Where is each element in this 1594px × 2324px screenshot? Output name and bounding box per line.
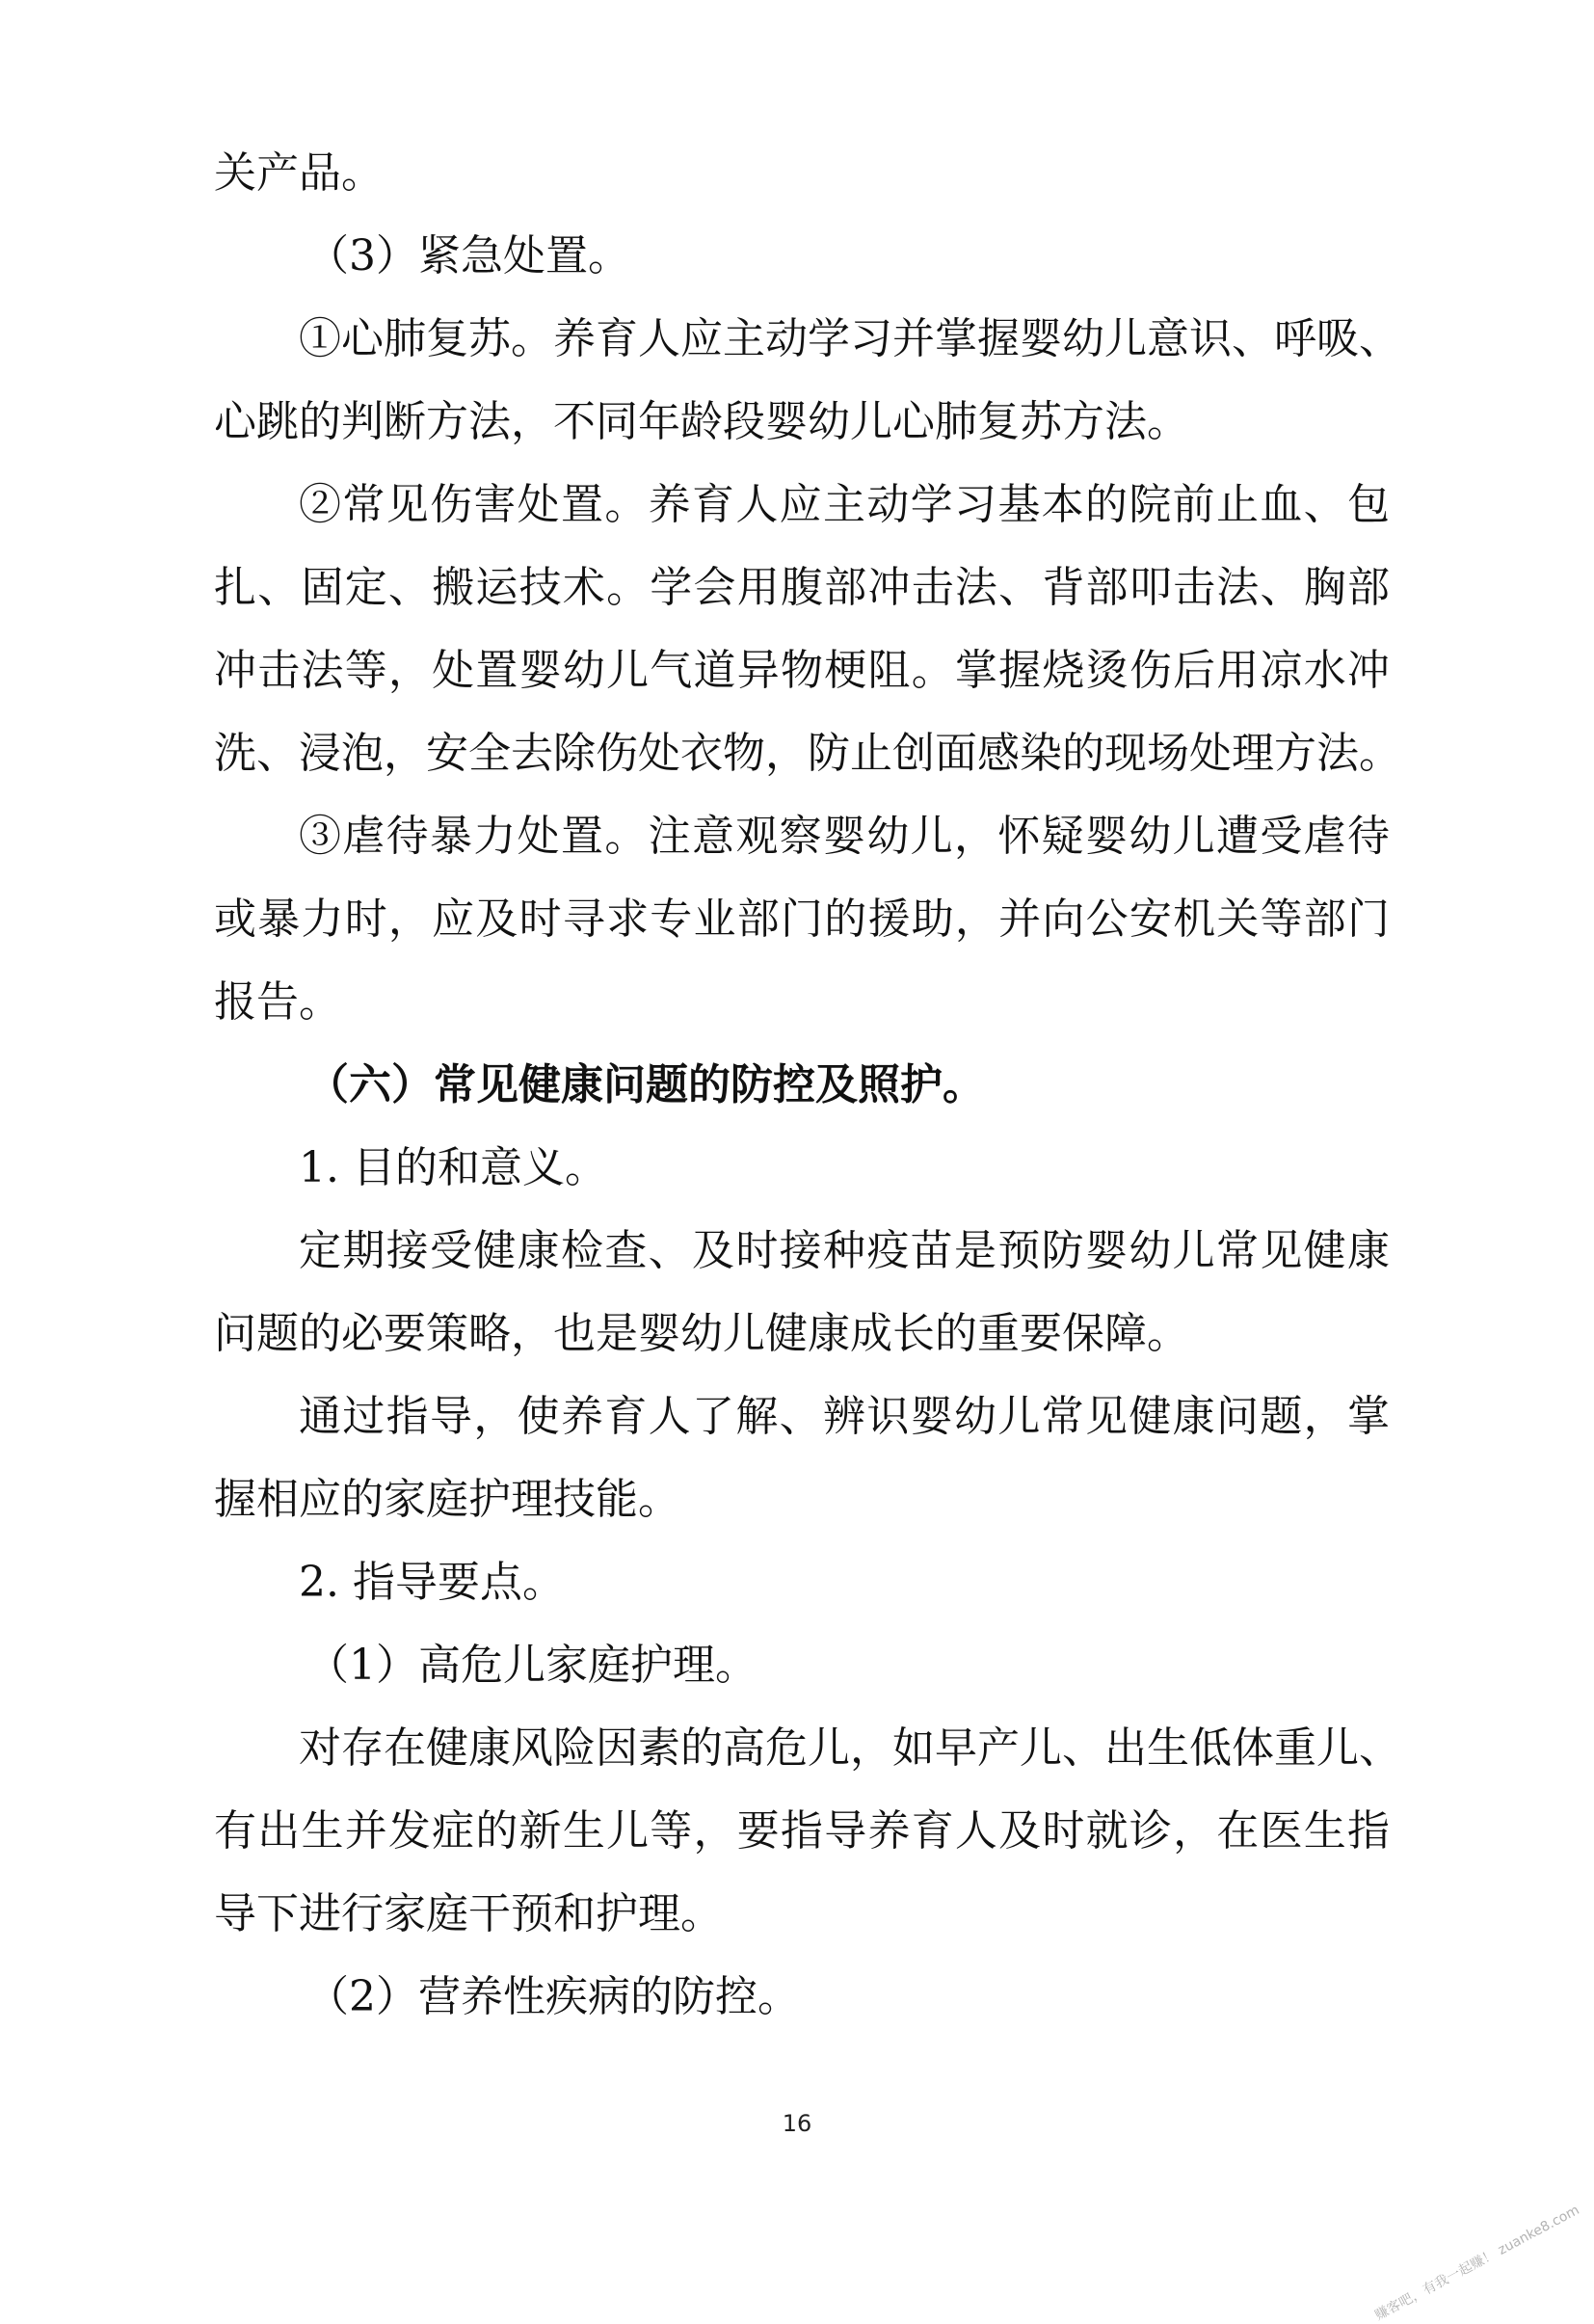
body-line-7: 冲击法等，处置婴幼儿气道异物梗阻。掌握烧烫伤后用凉水冲 xyxy=(214,646,1390,695)
watermark-text: 赚客吧，有我一起赚！ zuanke8.com xyxy=(1372,2202,1582,2324)
body-line-3: ①心肺复苏。养育人应主动学习并掌握婴幼儿意识、呼吸、 xyxy=(299,314,1401,363)
page-number: 16 xyxy=(782,2110,812,2137)
body-line-9: ③虐待暴力处置。注意观察婴幼儿，怀疑婴幼儿遭受虐待 xyxy=(299,812,1390,861)
body-line-16: 通过指导，使养育人了解、辨识婴幼儿常见健康问题，掌 xyxy=(299,1392,1390,1441)
body-line-5: ②常见伤害处置。养育人应主动学习基本的院前止血、包 xyxy=(299,480,1390,529)
numbered-heading-2: 2. 指导要点。 xyxy=(299,1558,565,1607)
body-line-10: 或暴力时，应及时寻求专业部门的援助，并向公安机关等部门 xyxy=(214,895,1390,944)
body-line-15: 问题的必要策略，也是婴幼儿健康成长的重要保障。 xyxy=(214,1309,1189,1358)
subheading-nutrition-text: （2）营养性疾病的防控。 xyxy=(306,1972,800,2021)
body-line-21: 有出生并发症的新生儿等，要指导养育人及时就诊，在医生指 xyxy=(214,1806,1390,1856)
body-line-22: 导下进行家庭干预和护理。 xyxy=(214,1889,723,1938)
body-line-20: 对存在健康风险因素的高危儿，如早产儿、出生低体重儿、 xyxy=(299,1723,1401,1773)
numbered-heading-1: 1. 目的和意义。 xyxy=(299,1143,607,1192)
body-line-17: 握相应的家庭护理技能。 xyxy=(214,1475,680,1524)
body-line-11: 报告。 xyxy=(214,977,341,1027)
body-line-1: 关产品。 xyxy=(214,148,384,198)
subheading-nutrition-line xyxy=(0,1968,1594,2026)
body-line-6: 扎、固定、搬运技术。学会用腹部冲击法、背部叩击法、胸部 xyxy=(214,563,1390,612)
body-line-14: 定期接受健康检查、及时接种疫苗是预防婴幼儿常见健康 xyxy=(299,1226,1390,1275)
section-heading-six: （六）常见健康问题的防控及照护。 xyxy=(306,1060,985,1109)
subheading-high-risk: （1）高危儿家庭护理。 xyxy=(306,1641,757,1690)
body-line-4: 心跳的判断方法，不同年龄段婴幼儿心肺复苏方法。 xyxy=(214,397,1189,446)
subheading-emergency: （3）紧急处置。 xyxy=(306,231,630,280)
body-line-8: 洗、浸泡，安全去除伤处衣物，防止创面感染的现场处理方法。 xyxy=(214,729,1401,778)
